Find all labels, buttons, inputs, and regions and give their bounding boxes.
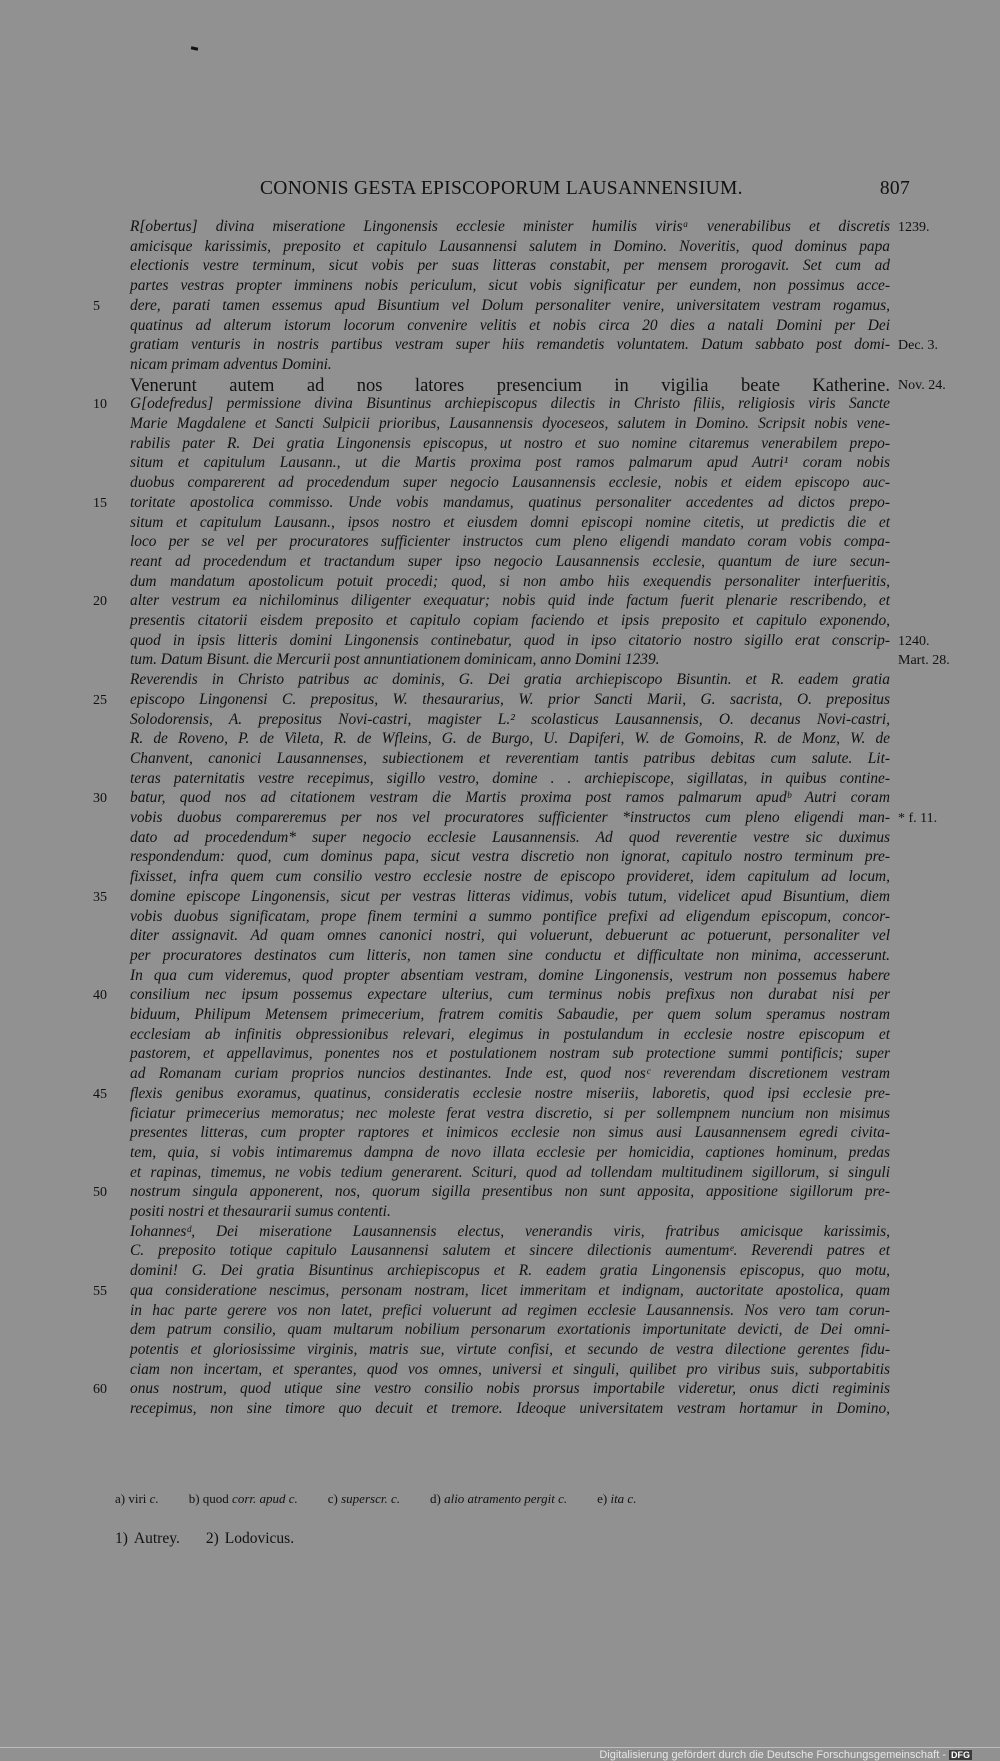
text-line-content: In qua cum videremus, quod propter absentiam vestram, domine Lingonensis, vestrum non possemus habere xyxy=(130,966,890,984)
text-line xyxy=(130,573,890,592)
text-line xyxy=(130,415,890,434)
line-number: 5 xyxy=(93,298,100,314)
text-line-content: potentis et gloriosissime virginis, matris sue, virtute confisi, et secundo de vestra dilectione gerentes fidu- xyxy=(130,1340,890,1358)
footnote-label: 1) xyxy=(115,1530,128,1547)
text-line-content: loco per se vel per procuratores sufficienter instructos cum pleno eligendi mandato coram vobis compa- xyxy=(130,533,890,551)
text-line xyxy=(130,514,890,533)
text-line-content: flexis genibus exoramus, quatinus, consideratis ecclesie nostre miseriis, laboretis, quod ipsi ecclesie pre- xyxy=(130,1084,890,1102)
text-line xyxy=(130,770,890,789)
text-line xyxy=(130,395,890,414)
text-line-content: ficiatur primecerius memoratus; nec moleste ferat vestra discretio, si per sollempnem nuncium non misimus xyxy=(130,1104,890,1122)
text-line-content: Iohannesᵈ, Dei miseratione Lausannensis electus, venerandis viris, fratribus amicisque karissimis, xyxy=(130,1222,890,1240)
text-line-content: respondendum: quod, cum dominus papa, sicut vestra discretio non ignorat, capitulo nostro terminum pre- xyxy=(130,848,890,866)
text-line xyxy=(130,888,890,907)
text-line-content: duobus comparerent ad procedendum super negocio Lausannensis ecclesie, nobis et eidem episcopo auc- xyxy=(130,474,890,492)
apparatus-label: c) xyxy=(327,1491,338,1506)
apparatus-note: corr. apud c. xyxy=(232,1491,298,1506)
text-line-content: G[odefredus] permissione divina Bisuntinus archiepiscopus dilectis in Christo filiis, religiosis viris Sancte xyxy=(130,395,890,413)
text-line xyxy=(130,238,890,257)
text-line-content: R[obertus] divina miseratione Lingonensis ecclesie minister humilis virisᵃ venerabilibus et discretis xyxy=(130,218,890,235)
text-line xyxy=(130,730,890,749)
text-line-content: dem patrum consilio, quam multarum nobilium personarum exortationis importunitate devicti, de Dei omni- xyxy=(130,1321,890,1339)
text-line xyxy=(130,317,890,336)
text-line-content: dere, parati tamen essemus apud Bisuntium vel Dolum personaliter venire, universitatem vestram rogamus, xyxy=(130,296,890,314)
margin-date: Nov. 24. xyxy=(898,377,946,393)
margin-date: 1240. xyxy=(898,633,930,649)
line-number: 15 xyxy=(93,495,107,511)
text-line-content: partes vestras propter imminens nobis periculum, sicut vobis significatur per eundem, non possimus acce- xyxy=(130,277,890,295)
text-line-content: per procuratores destinatos cum litteris, non tamen sine conductu et difficultate non minima, accesserunt. xyxy=(130,946,890,964)
text-line-content: alter vestrum ea nichilominus diligenter exequatur; nobis quid inde factum fuerit plenarie rescribendo, et xyxy=(130,592,890,610)
text-line xyxy=(130,1085,890,1104)
text-line xyxy=(130,1341,890,1360)
text-line-content: tum. Datum Bisunt. die Mercurii post annuntiationem dominicam, anno Domini 1239. xyxy=(130,651,660,669)
text-line xyxy=(130,1302,890,1321)
text-line-content: biduum, Philipum Metensem primecerium, fratrem comitis Sabaudie, per quem solum speramus nostram xyxy=(130,1006,890,1023)
text-line-content: ecclesiam ab infinitis obpressionibus relevari, elegimus in postulandum in ecclesie nostre episcopum et xyxy=(130,1025,890,1043)
text-line xyxy=(130,848,890,867)
apparatus-entry xyxy=(597,1491,636,1506)
text-line xyxy=(130,1065,890,1084)
text-line xyxy=(130,927,890,946)
line-number: 45 xyxy=(93,1086,107,1102)
text-line-content: domine episcope Lingonensis, sicut per vestras litteras vidimus, vobis tutum, videlicet apud Bisuntium, diem xyxy=(130,887,890,905)
text-line xyxy=(130,494,890,513)
footnote-entry xyxy=(206,1530,294,1547)
text-line-content: positi nostri et thesaurarii sumus contenti. xyxy=(130,1203,391,1220)
text-line-content: Chanvent, canonici Lausannenses, subiectionem et reverentiam tantis patribus debitas cum salute. Lit- xyxy=(130,749,890,767)
text-line xyxy=(130,612,890,631)
text-line-content: tem, quia, si vobis intimaremus dampna de novo illata ecclesie per homicidia, captiones hominum, predas xyxy=(130,1143,890,1161)
margin-date: Mart. 28. xyxy=(898,653,950,669)
footnotes xyxy=(115,1530,320,1548)
line-number: 30 xyxy=(93,791,107,807)
text-line xyxy=(130,533,890,552)
text-line xyxy=(130,1164,890,1183)
text-line xyxy=(130,336,890,355)
line-number: 40 xyxy=(93,988,107,1004)
text-line-content: episcopo Lingonensi C. prepositus, W. thesaurarius, W. prior Sancti Marii, G. sacrista, O. prepositus xyxy=(130,690,890,708)
text-line xyxy=(130,789,890,808)
apparatus-note: superscr. c. xyxy=(341,1491,400,1506)
text-line-content: teras paternitatis vestre recepimus, sigillo vestro, domine . . archiepiscope, sigillatas, in quibus contine- xyxy=(130,769,890,787)
text-line-content: ciam non incertam, et sperantes, quod vos omnes, universi et singuli, quilibet pro viribus suis, subportabitis xyxy=(130,1360,890,1378)
line-number: 20 xyxy=(93,594,107,610)
text-line xyxy=(130,277,890,296)
line-number: 10 xyxy=(93,397,107,413)
text-line xyxy=(130,1361,890,1380)
text-line xyxy=(130,1183,890,1202)
line-number: 35 xyxy=(93,889,107,905)
footnote-entry xyxy=(115,1530,180,1547)
text-line xyxy=(130,809,890,828)
critical-apparatus xyxy=(115,1491,666,1507)
text-line xyxy=(130,1026,890,1045)
text-line xyxy=(130,1223,890,1242)
text-line-content: presentis citatorii eisdem preposito et capitulo copiam faciendo et ipsis preposito et capitulo exponendo, xyxy=(130,612,890,629)
footer-rule xyxy=(0,1747,1000,1748)
text-line xyxy=(130,1262,890,1281)
text-line xyxy=(130,632,890,651)
apparatus-entry xyxy=(115,1491,159,1506)
text-line xyxy=(130,671,890,690)
text-line-content: Marie Magdalene et Sancti Sulpicii prioribus, Lausannensis dyoceseos, salutem in Domino. Scripsit nobis vene- xyxy=(130,415,890,432)
running-title: CONONIS GESTA EPISCOPORUM LAUSANNENSIUM. xyxy=(260,178,743,199)
apparatus-entry xyxy=(328,1491,400,1506)
text-line-content: Reverendis in Christo patribus ac dominis, G. Dei gratia archiepiscopo Bisuntin. et R. eadem gratia xyxy=(130,671,890,689)
dfg-logo: DFG xyxy=(951,1750,970,1760)
apparatus-lemma: viri xyxy=(128,1491,147,1506)
text-line xyxy=(130,376,890,395)
apparatus-entry xyxy=(430,1491,567,1506)
apparatus-lemma: quod xyxy=(202,1491,229,1506)
margin-date: Dec. 3. xyxy=(898,338,939,354)
text-line-content: Venerunt autem ad nos latores presencium in vigilia beate Katherine. xyxy=(130,375,890,396)
text-line xyxy=(130,1105,890,1124)
text-line xyxy=(130,967,890,986)
text-line-content: gratiam venturis in nostris partibus vestram super hiis remandetis voluntatem. Datum sabbato post domi- xyxy=(130,336,890,354)
text-line-content: Solodorensis, A. prepositus Novi-castri, magister L.² scolasticus Lausannensis, O. decanus Novi-castri, xyxy=(130,710,890,728)
text-line-content: dum mandatum apostolicum potuit procedi; quod, si non ambo hiis exequendis personaliter interfueritis, xyxy=(130,572,890,590)
text-line-content: batur, quod nos ad citationem vestram die Martis proxima post ramos palmarum apudᵇ Autri coram xyxy=(130,789,890,807)
text-line-content: situm et capitulum Lausann., ipsos nostro et eiusdem domni episcopi nomine citetis, ut predictis die et xyxy=(130,513,890,531)
text-line xyxy=(130,947,890,966)
text-line xyxy=(130,1144,890,1163)
text-line-content: nicam primam adventus Domini. xyxy=(130,355,332,373)
line-number: 60 xyxy=(93,1382,107,1398)
margin-date: 1239. xyxy=(898,220,930,235)
text-line-content: quod in ipsis litteris domini Lingonensis continebatur, quod in ipso citatorio nostro sigillo erat conscrip- xyxy=(130,631,890,649)
text-line xyxy=(130,1045,890,1064)
footnote-text: Autrey. xyxy=(133,1530,180,1547)
apparatus-label: d) xyxy=(429,1491,441,1506)
text-line xyxy=(130,1380,890,1399)
text-line-content: situm et capitulum Lausann., ut die Martis proxima post ramos palmarum apud Autri¹ coram nobis xyxy=(130,454,890,472)
apparatus-note: ita c. xyxy=(610,1491,637,1506)
line-number: 50 xyxy=(93,1185,107,1201)
text-line xyxy=(130,218,890,237)
text-line xyxy=(130,1400,890,1419)
page-number: 807 xyxy=(879,178,910,199)
text-line-content: rabilis pater R. Dei gratia Lingonensis episcopus, ut nostro et suo nomine citaremus venerabilem prepo- xyxy=(130,434,890,452)
digitization-credit xyxy=(599,1749,972,1761)
text-line xyxy=(130,435,890,454)
text-line xyxy=(130,750,890,769)
text-line-content: et rapinas, timemus, ne vobis tedium generarent. Scituri, quod ad tollendam multitudinem sigillorum, si singuli xyxy=(130,1163,890,1181)
text-line-content: onus nostrum, quod utique sine vestro consilio nobis prorsus importabile videretur, onus dicti regiminis xyxy=(130,1380,890,1398)
text-line-content: in hac parte gerere vos non latet, prefici voluerunt ad regimen ecclesie Lausannensis. Nos vero tam corun- xyxy=(130,1301,890,1319)
text-line xyxy=(130,711,890,730)
text-line-content: reant ad procedendum et tractandum super ipso negocio Lausannensis ecclesie, quantum de iure secun- xyxy=(130,552,890,570)
text-line-content: fixisset, infra quem cum consilio vestro ecclesie nostre de episcopo provideret, idem capitulum ad locum, xyxy=(130,868,890,886)
text-line xyxy=(130,454,890,473)
text-line xyxy=(130,651,890,670)
text-line xyxy=(130,356,890,375)
text-line xyxy=(130,1321,890,1340)
text-line-content: recepimus, non sine timore quo decuit et tremore. Ideoque universitatem vestram hortamur in Domino, xyxy=(130,1400,890,1417)
text-line-content: dato ad procedendum* super negocio ecclesie Lausannensis. Ad quod reverentie vestre sic duximus xyxy=(130,828,890,846)
text-line-content: C. preposito totique capitulo Lausannensi salutem et sincere dilectionis aumentumᵉ. Reverendi patres et xyxy=(130,1242,890,1260)
text-line xyxy=(130,868,890,887)
text-line-content: nostrum singula apponerent, nos, quorum sigilla presentibus non sunt apposita, appositione sigillorum pre- xyxy=(130,1183,890,1201)
text-line xyxy=(130,297,890,316)
text-line-content: qua consideratione nescimus, personam nostram, licet immeritam et indignam, auctoritate apostolica, quam xyxy=(130,1281,890,1299)
line-number: 55 xyxy=(93,1283,107,1299)
apparatus-note: c. xyxy=(149,1491,159,1506)
footnote-text: Lodovicus. xyxy=(224,1530,295,1547)
text-line-content: presentes litteras, cum propter raptores et inimicos ecclesie non simus ausi Lausannensem egredi civita- xyxy=(130,1124,890,1142)
text-line xyxy=(130,829,890,848)
text-line xyxy=(130,474,890,493)
apparatus-label: b) xyxy=(188,1491,200,1506)
text-line-content: diter assignavit. Ad quam omnes canonici nostri, qui voluerunt, debuerunt ac potuerunt, personaliter vel xyxy=(130,927,890,945)
line-number: 25 xyxy=(93,692,107,708)
text-line xyxy=(130,986,890,1005)
margin-date: * f. 11. xyxy=(898,811,938,826)
text-line-content: quatinus ad alterum istorum locorum convenire velitis et nobis circa 20 dies a natali Domini per Dei xyxy=(130,316,890,334)
running-header xyxy=(130,178,926,208)
text-line-content: ad Romanam curiam proprios nuncios destinantes. Inde est, quod nosᶜ reverendam discretionem vestram xyxy=(130,1065,890,1083)
text-line xyxy=(130,1006,890,1025)
footnote-label: 2) xyxy=(205,1530,219,1547)
text-line-content: R. de Roveno, P. de Vileta, R. de Wfleins, G. de Burgo, U. Dapiferi, W. de Gomoins, R. de Monz, W. de xyxy=(130,730,890,748)
text-line xyxy=(130,1282,890,1301)
text-line xyxy=(130,1242,890,1261)
text-line-content: toritate apostolica commisso. Unde vobis mandamus, quatinus personaliter accedentes ad dictos prepo- xyxy=(130,493,890,511)
text-line-content: pastorem, et appellavimus, ponentes nos et postulationem nostram sub protectione summi pontificis; super xyxy=(130,1045,890,1063)
text-line xyxy=(130,553,890,572)
text-line xyxy=(130,257,890,276)
text-line xyxy=(130,691,890,710)
text-line-content: vobis duobus compareremus per nos vel procuratores sufficienter *instructos cum pleno eligendi man- xyxy=(130,809,890,826)
text-line xyxy=(130,1203,890,1222)
text-line-content: domini! G. Dei gratia Bisuntinus archiepiscopus et R. eadem gratia Lingonensis episcopus, quo motu, xyxy=(130,1262,890,1280)
apparatus-entry xyxy=(189,1491,298,1506)
text-line-content: consilium nec ipsum possemus expectare ulterius, cum terminus nobis prefixus non durabat nisi per xyxy=(130,986,890,1004)
credit-text: Digitalisierung gefördert durch die Deutsche Forschungsgemeinschaft - xyxy=(599,1749,946,1761)
text-line-content: electionis vestre terminum, sicut vobis per suas litteras constabit, per mensem prorogavit. Set cum ad xyxy=(130,257,890,275)
text-line-content: amicisque karissimis, preposito et capitulo Lausannensi salutem in Domino. Noveritis, quod dominus papa xyxy=(130,237,890,255)
text-line xyxy=(130,592,890,611)
text-line-content: vobis duobus significatam, prope finem termini a summo pontifice prefixi ad eligendum episcopum, concor- xyxy=(130,907,890,925)
ink-speck xyxy=(191,46,198,50)
apparatus-label: a) xyxy=(115,1491,126,1506)
text-line xyxy=(130,1124,890,1143)
apparatus-label: e) xyxy=(597,1491,608,1506)
apparatus-note: alio atramento pergit c. xyxy=(444,1491,568,1506)
text-line xyxy=(130,908,890,927)
